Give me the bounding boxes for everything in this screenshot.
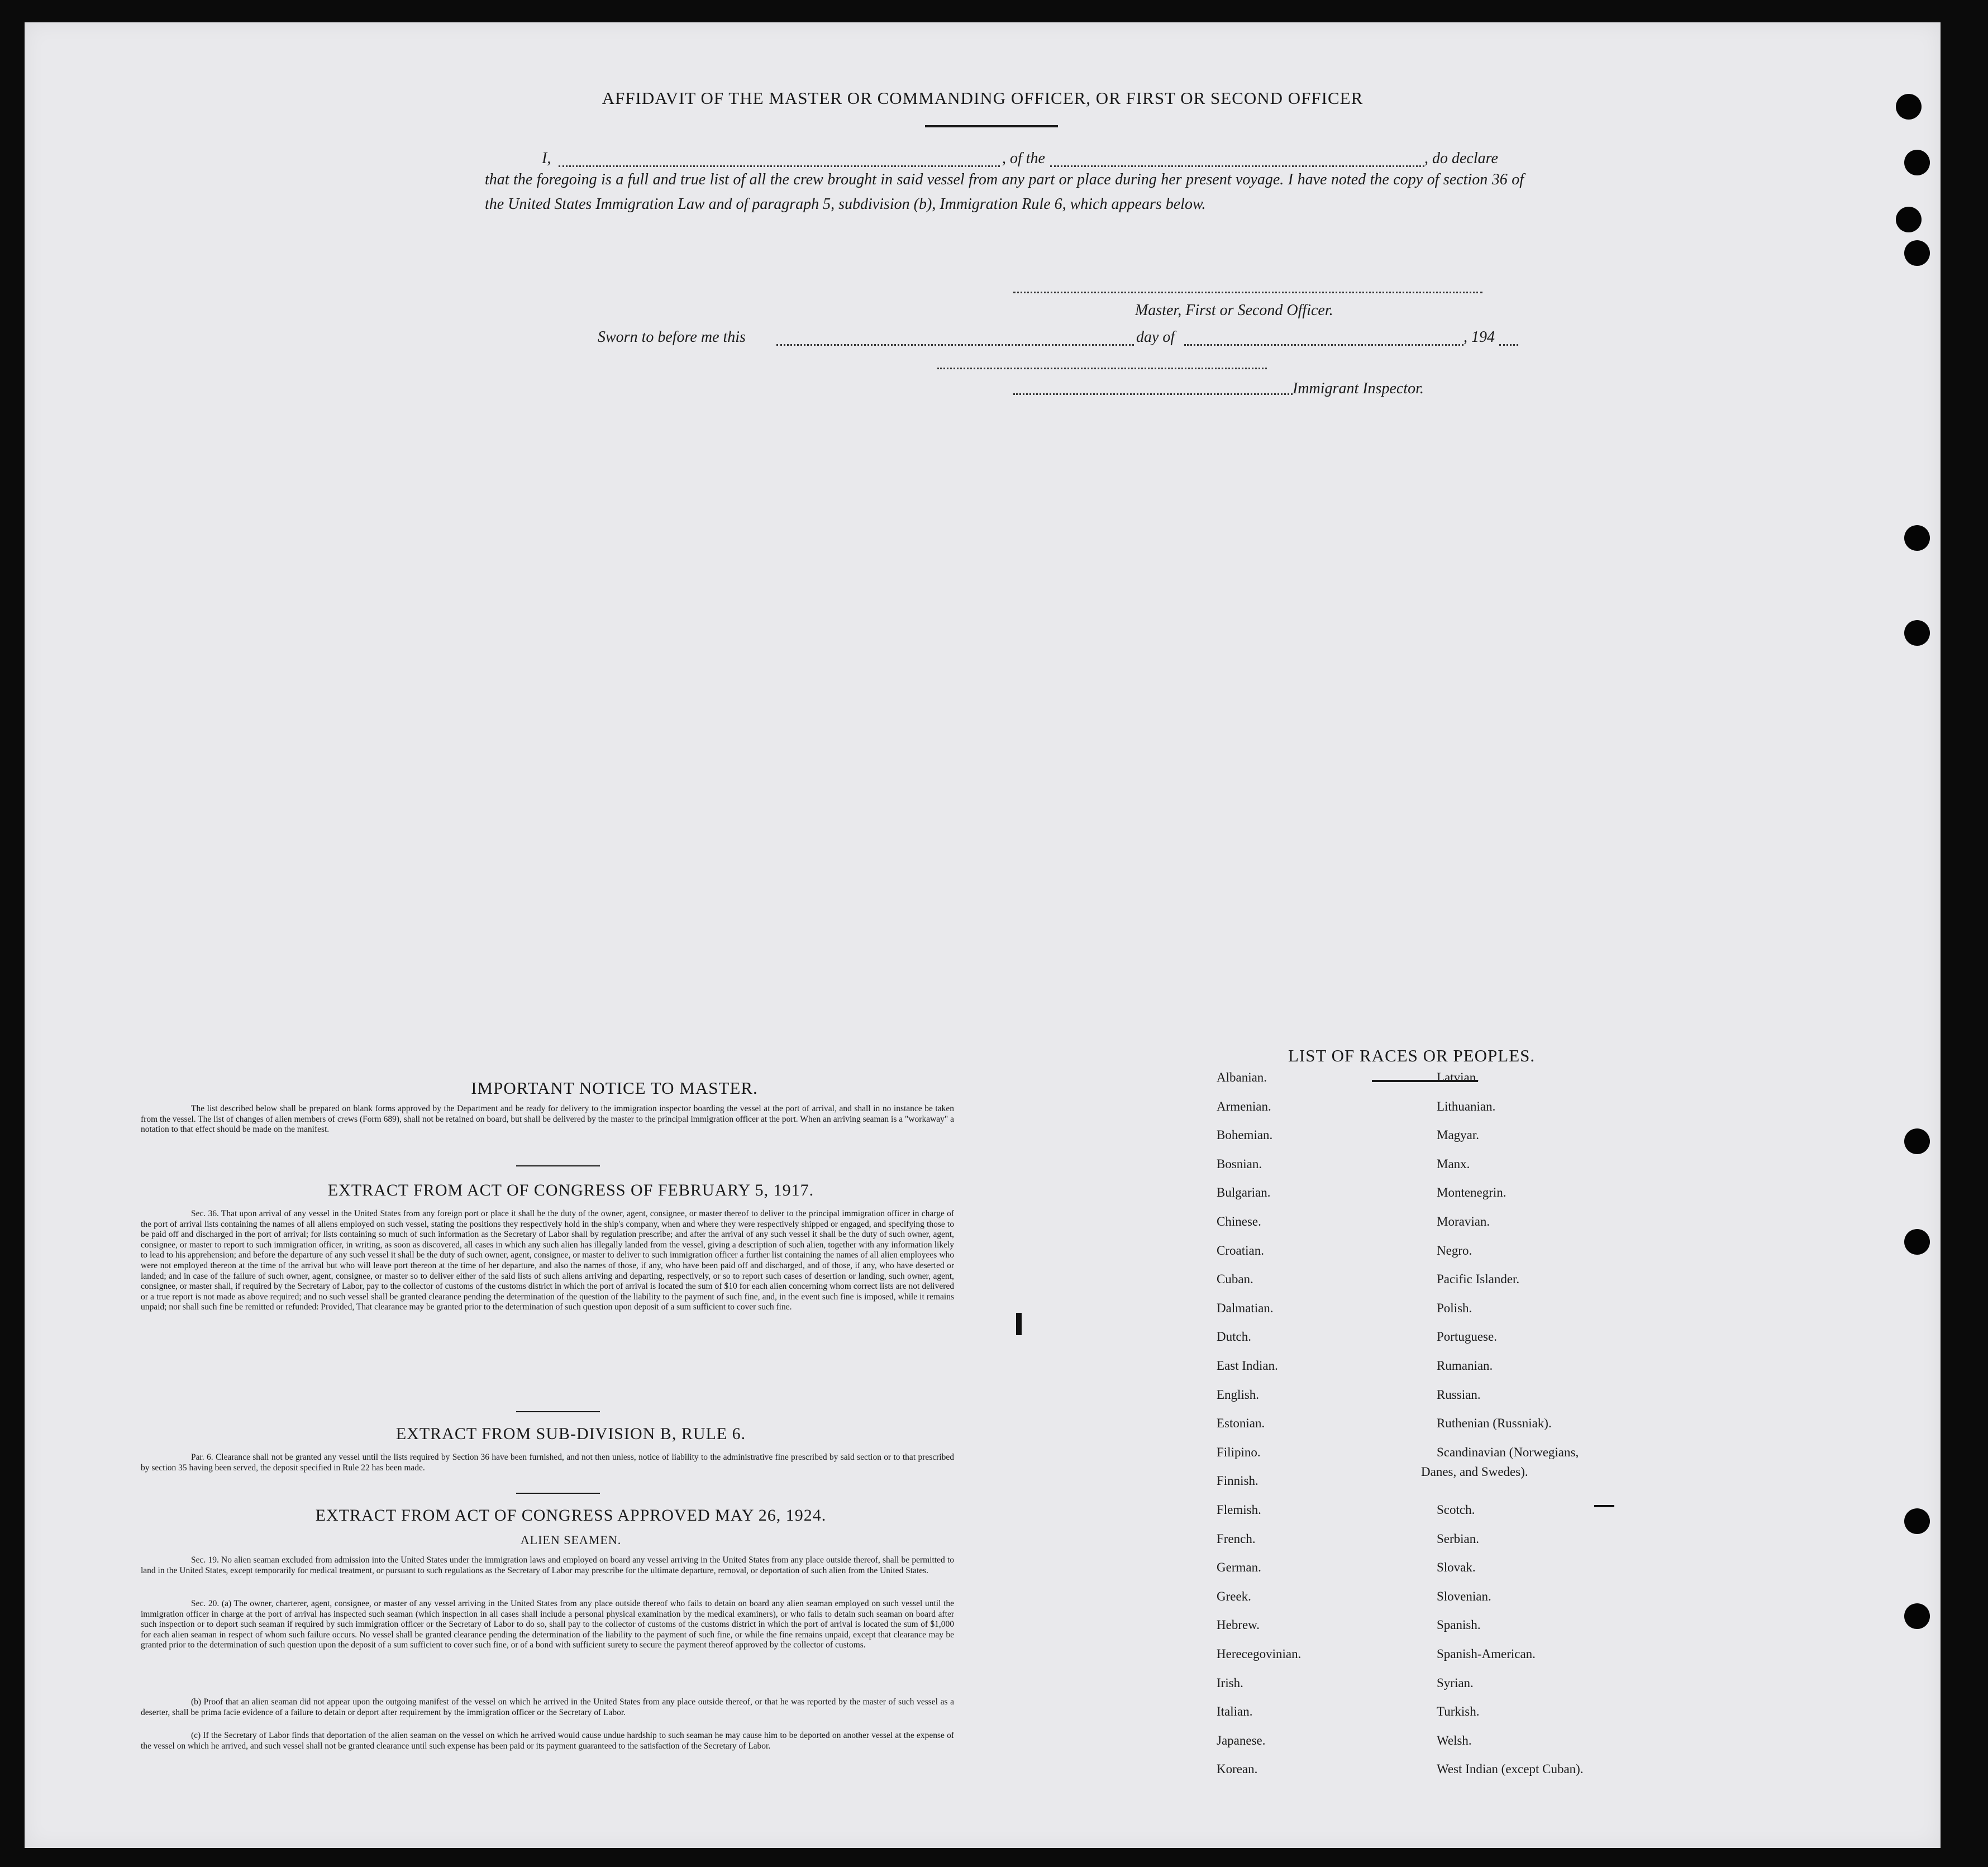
race-item: Greek.: [1217, 1589, 1251, 1603]
vessel-name-field[interactable]: [1050, 165, 1424, 167]
race-item: Hebrew.: [1217, 1618, 1260, 1632]
punch-hole: [1896, 207, 1922, 232]
race-item: Spanish-American.: [1437, 1647, 1536, 1661]
notice-title: IMPORTANT NOTICE TO MASTER.: [471, 1078, 758, 1098]
race-item: Montenegrin.: [1437, 1185, 1507, 1200]
declarant-prefix: I,: [542, 150, 551, 167]
race-item: East Indian.: [1217, 1359, 1278, 1373]
race-item: Serbian.: [1437, 1531, 1480, 1546]
inspector-line-1[interactable]: [937, 368, 1267, 369]
inspector-label: Immigrant Inspector.: [1293, 380, 1424, 397]
race-item: Armenian.: [1217, 1099, 1271, 1113]
race-item: French.: [1217, 1531, 1256, 1546]
race-item: Dutch.: [1217, 1330, 1251, 1344]
title-rule: [925, 125, 1058, 127]
race-item: Turkish.: [1437, 1704, 1480, 1719]
race-item: Scandinavian (Norwegians,: [1437, 1445, 1579, 1459]
race-item: Bosnian.: [1217, 1156, 1262, 1171]
race-item: Pacific Islander.: [1437, 1272, 1520, 1287]
document-sheet: [25, 22, 1941, 1848]
race-item: Bohemian.: [1217, 1128, 1273, 1142]
race-item: Ruthenian (Russniak).: [1437, 1416, 1552, 1431]
races-title: LIST OF RACES OR PEOPLES.: [1288, 1046, 1536, 1065]
punch-hole: [1904, 620, 1930, 646]
extract-1917-body: Sec. 36. That upon arrival of any vessel in the United States from any foreign port or place it shall be the duty of the owner, agent, consignee, or master thereof to deliver to the principal immigration officer in charge of the port of arrival lists containing the names of all aliens employed on such vessel, stating the positions they respectively hold in the ship's company, when and where they were respectively shipped or engaged, and specifying those to be paid off and discharged in the port of arrival; for lists containing so much of such information as the Secretary of Labor shall by regulation prescribe; and after the arrival of any such vessel it shall be the duty of such owner, agent, consignee, or master to report to such immigration officer, in writing, as soon as discovered, all cases in which any such alien has illegally landed from the vessel, giving a description of such alien, together with any information likely to lead to his apprehension; and before the departure of any such vessel it shall be the duty of such owner, agent, consignee, or master to deliver to such immigration officer a further list containing the names of all alien employees who were not employed thereon at the time of the arrival but who will leave port thereon at the time of her departure, and also the names of those, if any, who have been paid off and discharged, and of those, if any, who have deserted or landed; and in case of the failure of such owner, agent, consignee, or master so to deliver either of the said lists of such aliens arriving and departing, respectively, or so to report such cases of desertion or landing, such owner, agent, consignee, or master shall, if required by the Secretary of Labor, pay to the collector of customs of the customs district in which the port of arrival is located the sum of $10 for each alien concerning whom correct lists are not delivered or a true report is not made as above required; and no such vessel shall be granted clearance pending the determination of the question of the liability to the payment of such fine, and, in the event such fine is imposed, while it remains unpaid; nor shall such fine be remitted or refunded: Provided, That clearance may be granted prior to the determination of such question upon deposit of a sum sufficient to cover such fine.: [141, 1209, 954, 1312]
section-rule: [516, 1493, 600, 1494]
race-item: Finnish.: [1217, 1474, 1258, 1488]
sworn-month-field[interactable]: [1184, 344, 1463, 346]
section-rule: [516, 1411, 600, 1412]
race-item: West Indian (except Cuban).: [1437, 1762, 1584, 1776]
race-item: Irish.: [1217, 1675, 1243, 1690]
race-item: Latvian.: [1437, 1070, 1479, 1084]
extract-1924-subtitle: ALIEN SEAMEN.: [520, 1533, 622, 1547]
race-item: Negro.: [1437, 1243, 1472, 1258]
punch-hole: [1904, 525, 1930, 551]
race-item: Herecegovinian.: [1217, 1647, 1302, 1661]
race-item: Korean.: [1217, 1762, 1258, 1776]
declaration-text: that the foregoing is a full and true list of all the crew brought in said vessel from any part or place during her present voyage. I have noted the copy of section 36 of the United States Immigration Law and of paragraph 5, subdivision (b), Immigration Rule 6, which appears below.: [485, 171, 1524, 213]
ink-mark: [1594, 1505, 1614, 1507]
race-item: Magyar.: [1437, 1128, 1480, 1142]
race-item: Estonian.: [1217, 1416, 1265, 1431]
race-item: Rumanian.: [1437, 1359, 1493, 1373]
race-item: Scotch.: [1437, 1503, 1475, 1517]
race-item: English.: [1217, 1387, 1260, 1402]
sworn-year-field[interactable]: [1499, 344, 1518, 346]
section-rule: [516, 1165, 600, 1166]
extract-rule6-title: EXTRACT FROM SUB-DIVISION B, RULE 6.: [395, 1425, 746, 1443]
declarant-name-field[interactable]: [559, 165, 1000, 167]
race-item: Bulgarian.: [1217, 1185, 1271, 1200]
punch-hole: [1904, 1508, 1930, 1534]
race-item: Moravian.: [1437, 1214, 1490, 1228]
punch-hole: [1904, 150, 1930, 175]
race-item: Lithuanian.: [1437, 1099, 1496, 1113]
race-item: Portuguese.: [1437, 1330, 1497, 1344]
race-item: Flemish.: [1217, 1503, 1261, 1517]
punch-hole: [1904, 240, 1930, 266]
notice-body: The list described below shall be prepared on blank forms approved by the Department and be ready for delivery to the immigration inspector boarding the vessel at the port of arrival, and shall in no instance be taken from the vessel. The list of changes of alien members of crews (Form 689), shall not be retained on board, but shall be delivered by the master to the principal immigration officer at the port. When an arriving seaman is a "workaway" a notation to that effect should be made on the manifest.: [141, 1104, 954, 1135]
race-item: Slovenian.: [1437, 1589, 1491, 1603]
race-item: Syrian.: [1437, 1675, 1474, 1690]
race-item: Slovak.: [1437, 1560, 1476, 1575]
sworn-year: , 194: [1463, 328, 1495, 346]
punch-hole: [1904, 1229, 1930, 1255]
race-right-continuation: Danes, and Swedes).: [1421, 1465, 1528, 1479]
extract-1924-sec19: Sec. 19. No alien seaman excluded from admission into the United States under the immigration laws and employed on board any vessel arriving in the United States from any place outside thereof, shall be permitted to land in the United States, except temporarily for medical treatment, or pursuant to such regulations as the Secretary of Labor may prescribe for the ultimate departure, removal, or deportation of such alien from the United States.: [141, 1555, 954, 1575]
race-item: Chinese.: [1217, 1214, 1261, 1228]
race-item: Croatian.: [1217, 1243, 1264, 1258]
extract-1924-sec20a: Sec. 20. (a) The owner, charterer, agent, consignee, or master of any vessel arriving in the United States from any place outside thereof who fails to detain on board any alien seaman employed on such vessel until the immigration officer in charge at the port of arrival has inspected such seaman (which inspection in all cases shall include a personal physical examination by the medical examiners), or who fails to detain such seaman on board after such inspection or to deport such seaman if required by such immigration officer or the Secretary of Labor to do so, shall pay to the collector of customs of the customs district in which the port of arrival is located the sum of $1,000 for each alien seaman in respect of whom such failure occurs. No vessel shall be granted clearance pending the determination of the liability to the payment of such fine, or while the fine remains unpaid, except that clearance may be granted prior to the determination of such question upon the deposit of a sum sufficient to cover such fine, or of a bond with sufficient surety to secure the payment thereof approved by the collector of customs.: [141, 1599, 954, 1650]
affidavit-title: AFFIDAVIT OF THE MASTER OR COMMANDING OFFICER, OR FIRST OR SECOND OFFICER: [602, 88, 1364, 108]
extract-1924-sec20c: (c) If the Secretary of Labor finds that deportation of the alien seaman on the vessel on which he arrived would cause undue hardship to such seaman he may cause him to be deported on another vessel at the expense of the vessel on which he arrived, and such vessel shall not be granted clearance until such expense has been paid or its payment guaranteed to the satisfaction of the Secretary of Labor.: [141, 1731, 954, 1751]
race-item: Manx.: [1437, 1156, 1470, 1171]
race-item: Welsh.: [1437, 1733, 1472, 1747]
race-item: Albanian.: [1217, 1070, 1267, 1084]
race-item: German.: [1217, 1560, 1261, 1575]
race-item: Polish.: [1437, 1301, 1472, 1315]
sworn-day-field[interactable]: [776, 344, 1134, 346]
officer-signature-field[interactable]: [1013, 292, 1482, 293]
vessel-prefix: , of the: [1002, 150, 1045, 167]
punch-hole: [1904, 1603, 1930, 1629]
race-item: Dalmatian.: [1217, 1301, 1274, 1315]
race-item: Cuban.: [1217, 1272, 1253, 1287]
race-item: Filipino.: [1217, 1445, 1261, 1459]
race-item: Japanese.: [1217, 1733, 1266, 1747]
extract-rule6-body: Par. 6. Clearance shall not be granted any vessel until the lists required by Section 36 have been furnished, and not then unless, notice of liability to the administrative fine prescribed by said section or to that prescribed by section 35 having been served, the deposit specified in Rule 22 has been made.: [141, 1452, 954, 1473]
extract-1917-title: EXTRACT FROM ACT OF CONGRESS OF FEBRUARY 5, 1917.: [327, 1181, 814, 1199]
do-declare-text: , do declare: [1424, 150, 1498, 167]
extract-1924-title: EXTRACT FROM ACT OF CONGRESS APPROVED MAY 26, 1924.: [315, 1506, 827, 1525]
race-item: Spanish.: [1437, 1618, 1481, 1632]
sworn-prefix: Sworn to before me this: [598, 328, 746, 346]
ink-mark: [1016, 1313, 1022, 1335]
signature-label: Master, First or Second Officer.: [1135, 302, 1333, 319]
race-item: Russian.: [1437, 1387, 1481, 1402]
punch-hole: [1904, 1128, 1930, 1154]
inspector-signature-field[interactable]: [1013, 393, 1293, 395]
race-item: Italian.: [1217, 1704, 1253, 1719]
sworn-day-of: day of: [1136, 328, 1175, 346]
extract-1924-sec20b: (b) Proof that an alien seaman did not appear upon the outgoing manifest of the vessel on which he arrived in the United States from any place outside thereof, or that he was reported by the master of such vessel as a deserter, shall be prima facie evidence of a failure to detain or deport after requirement by the immigration officer or the Secretary of Labor.: [141, 1697, 954, 1717]
